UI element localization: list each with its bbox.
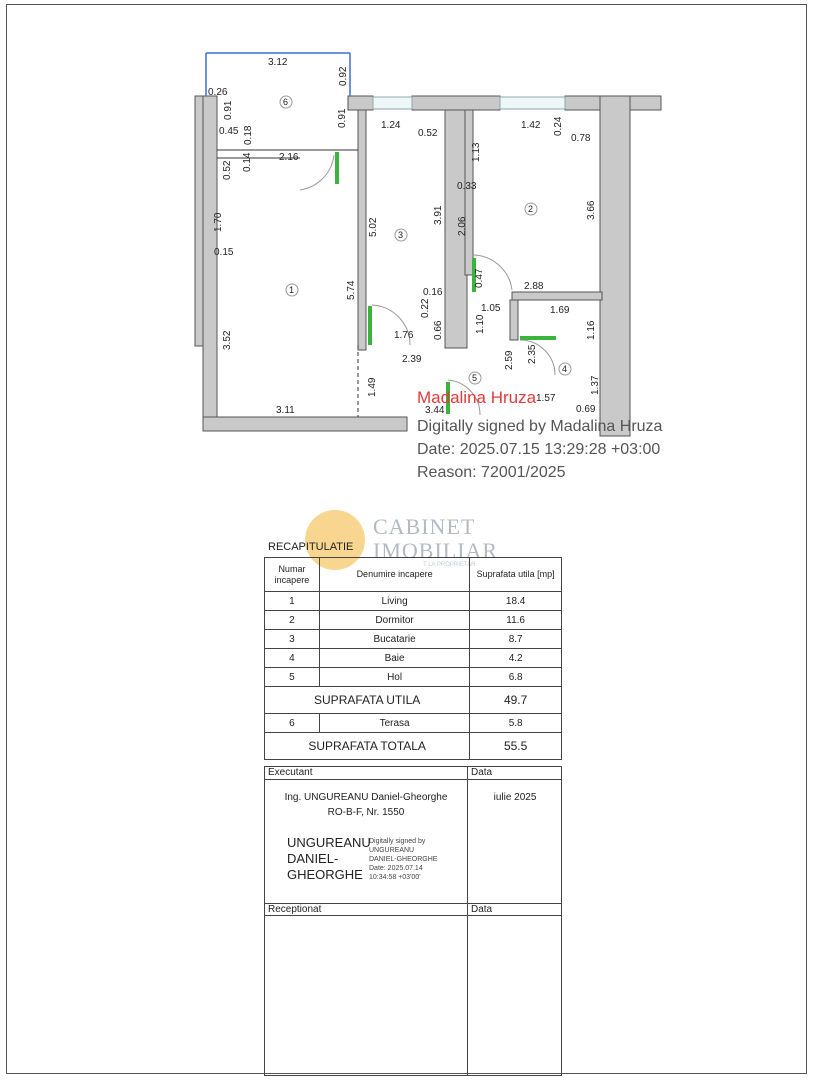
dimension-label: 1.13: [471, 142, 482, 162]
recap-title: RECAPITULATIE: [268, 541, 354, 553]
dimension-label: 2.39: [402, 354, 422, 365]
dimension-label: 1.16: [586, 320, 597, 340]
dimension-label: 0.92: [338, 66, 349, 86]
dimension-label: 0.52: [418, 128, 438, 139]
dimension-label: 5.02: [368, 217, 379, 237]
dimension-label: 0.69: [576, 404, 596, 415]
wall-bath-top: [512, 292, 602, 300]
dimension-label: 3.91: [433, 205, 444, 225]
room-name: Terasa: [319, 714, 469, 733]
executant-date: iulie 2025: [493, 792, 537, 803]
wall-left-inner: [203, 96, 217, 429]
col-header: Denumire incapere: [319, 558, 469, 592]
dimension-label: 0.18: [243, 125, 254, 145]
window-kitchen: [373, 97, 412, 109]
dimension-label: 1.37: [590, 375, 601, 395]
room-nr: 2: [265, 611, 320, 630]
dimension-label: 0.16: [423, 287, 443, 298]
col-header: Suprafata utila [mp]: [470, 558, 562, 592]
dimension-label: 3.11: [276, 405, 295, 416]
dimension-label: 1.24: [381, 120, 401, 131]
dimension-label: 1.49: [367, 377, 378, 397]
dimension-label: 2.35: [527, 344, 538, 364]
wall-top-mid: [348, 96, 373, 110]
table-row: [265, 668, 562, 687]
dimension-label: 1.70: [213, 212, 224, 232]
totala-row: [265, 733, 562, 760]
dimension-label: 0.15: [214, 247, 234, 258]
dimension-label: 0.91: [223, 100, 234, 120]
room-name: Living: [319, 592, 469, 611]
dimension-label: 1.10: [475, 314, 486, 334]
engineer-signature: UNGUREANU DANIEL-GHEORGHE: [287, 835, 371, 882]
watermark-text: IMOBILIAR: [373, 538, 499, 563]
room-nr: 5: [265, 668, 320, 687]
room-number: 6: [283, 97, 289, 107]
dimension-label: 1.76: [394, 330, 414, 341]
totala-label: SUPRAFATA TOTALA: [265, 733, 470, 760]
table-row: [265, 611, 562, 630]
dimension-label: 2.06: [457, 216, 468, 236]
signature-reason: Reason: 72001/2025: [417, 464, 566, 481]
table-row: [265, 630, 562, 649]
dimension-label: 0.78: [571, 133, 591, 144]
dimension-label: 0.45: [219, 126, 239, 137]
room-area: 11.6: [470, 611, 562, 630]
dimension-label: 5.74: [346, 280, 357, 300]
signature-date: Date: 2025.07.15 13:29:28 +03:00: [417, 441, 661, 458]
floor-plan: [0, 0, 819, 480]
dimension-label: 0.66: [433, 320, 444, 340]
dimension-label: 0.14: [242, 152, 253, 172]
room-name: Hol: [319, 668, 469, 687]
dimension-label: 2.16: [279, 152, 299, 163]
dimension-label: 0.24: [553, 116, 564, 136]
recap-table: [264, 557, 562, 760]
window-bedroom: [500, 97, 565, 109]
room-nr: 3: [265, 630, 320, 649]
table-row: [265, 592, 562, 611]
room-name: Baie: [319, 649, 469, 668]
dimension-label: 0.22: [420, 298, 431, 318]
room-nr: 6: [265, 714, 320, 733]
dimension-label: 0.33: [457, 181, 477, 192]
wall-right: [600, 96, 630, 436]
room-number: 3: [398, 230, 404, 240]
dimension-label: 1.05: [481, 303, 501, 314]
executant-label: Executant: [268, 767, 313, 778]
room-name: Bucatarie: [319, 630, 469, 649]
table-row: [265, 714, 562, 733]
room-number: 4: [562, 364, 568, 374]
recap-header-row: [265, 558, 562, 592]
wall-top-kitchen: [412, 96, 500, 110]
wall-kitchen-left: [358, 110, 366, 350]
room-name: Dormitor: [319, 611, 469, 630]
receptionat-data-label: Data: [471, 904, 493, 915]
dimension-label: 1.69: [550, 305, 570, 316]
dimension-label: 0.26: [208, 87, 228, 98]
dimension-label: 3.66: [586, 200, 597, 220]
room-area: 4.2: [470, 649, 562, 668]
room-number: 5: [472, 373, 478, 383]
engineer-name: Ing. UNGUREANU Daniel-Gheorghe: [284, 792, 448, 803]
watermark-text: CABINET: [373, 514, 476, 539]
executant-data-label: Data: [471, 767, 493, 778]
signature-line: Digitally signed by Madalina Hruza: [417, 418, 663, 435]
wall-bedroom-left: [465, 110, 473, 275]
table-row: [265, 649, 562, 668]
dimension-label: 1.57: [536, 393, 556, 404]
room-area: 5.8: [470, 714, 562, 733]
room-area: 18.4: [470, 592, 562, 611]
room-nr: 1: [265, 592, 320, 611]
dimension-label: 3.52: [222, 330, 233, 350]
dimension-label: 1.42: [521, 120, 541, 131]
dimension-label: 2.59: [504, 350, 515, 370]
room-nr: 4: [265, 649, 320, 668]
dimension-label: 3.44: [425, 405, 445, 416]
room-number: 1: [289, 285, 295, 295]
col-header: Numar incapere: [265, 558, 320, 592]
signature-name: Madalina Hruza: [417, 388, 537, 407]
room-area: 6.8: [470, 668, 562, 687]
dimension-label: 0.47: [474, 268, 485, 288]
dimension-label: 2.88: [524, 281, 544, 292]
watermark-text: T LA PROPRIETAR: [423, 562, 476, 568]
utila-value: 49.7: [470, 687, 562, 714]
dimension-label: 0.91: [337, 108, 348, 128]
wall-bath-left: [510, 300, 518, 340]
utila-row: [265, 687, 562, 714]
room-area: 8.7: [470, 630, 562, 649]
wall-bottom: [203, 417, 407, 431]
totala-value: 55.5: [470, 733, 562, 760]
receptionat-label: Receptionat: [268, 904, 322, 915]
dimension-label: 3.12: [268, 57, 288, 68]
dimension-label: 0.52: [222, 160, 233, 180]
executant-block: [264, 766, 562, 1076]
engineer-registration: RO-B-F, Nr. 1550: [327, 807, 405, 818]
utila-label: SUPRAFATA UTILA: [265, 687, 470, 714]
room-number: 2: [528, 204, 534, 214]
engineer-signature-details: Digitally signed by UNGUREANU DANIEL-GHEORGHE Date: 2025.07.14 10:34:58 +03'00': [369, 838, 438, 881]
